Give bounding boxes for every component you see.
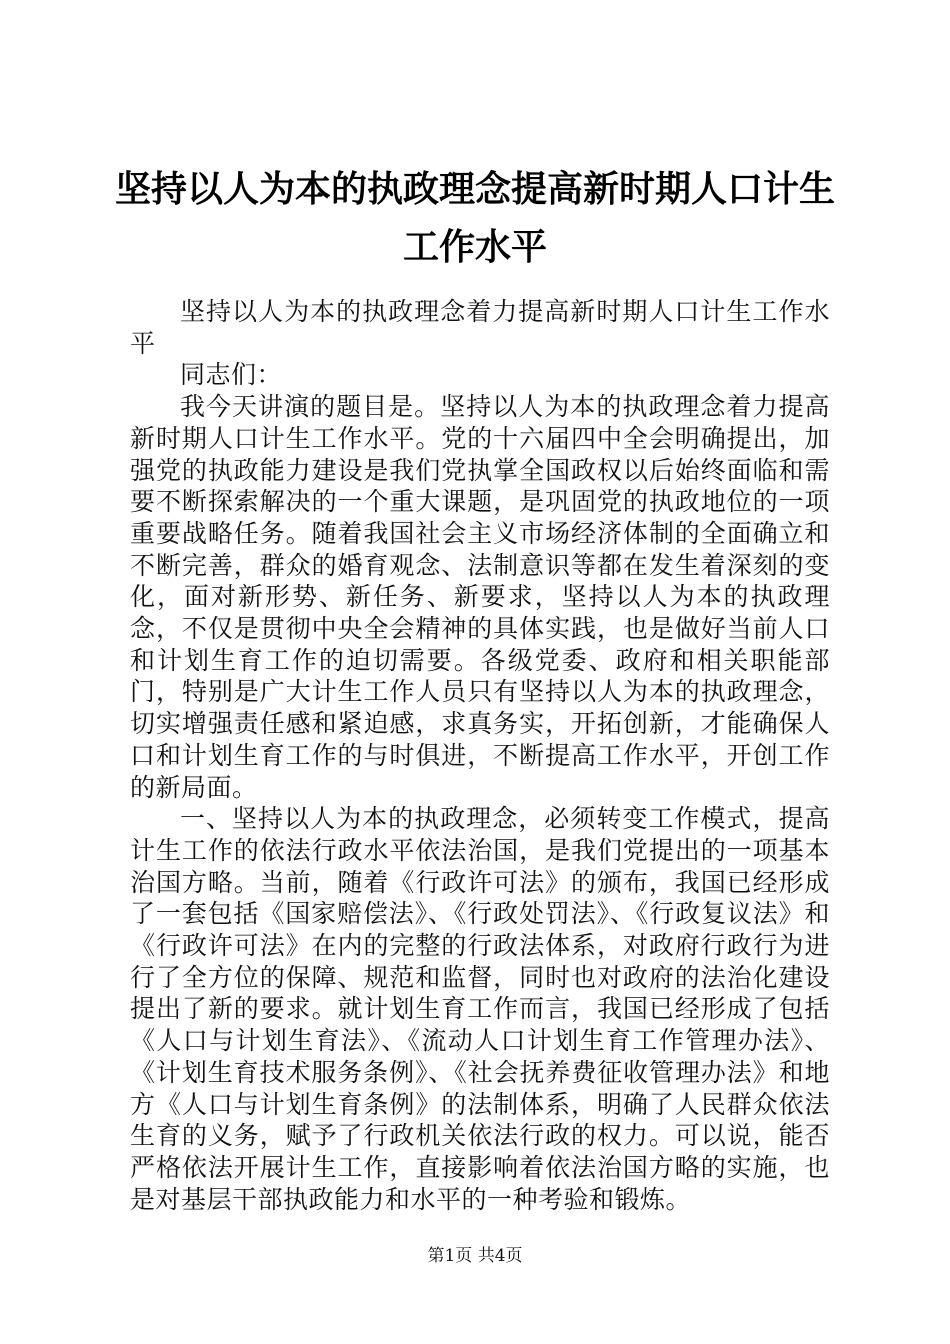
- document-title: 坚持以人为本的执政理念提高新时期人口计生工作水平: [114, 168, 835, 268]
- document-body: [130, 296, 830, 1215]
- page-footer: 第1页 共4页: [427, 1246, 523, 1266]
- subtitle-paragraph: 坚持以人为本的执政理念着力提高新时期人口计生工作水平: [130, 297, 830, 358]
- section-one-paragraph: 一、坚持以人为本的执政理念，必须转变工作模式，提高计生工作的依法行政水平依法治国，是我们党提出的一项基本治国方略。当前，随着《行政许可法》的颁布，我国已经形成了一套包括《国家赔偿法》、《行政处罚法》、《行政复议法》和《行政许可法》在内的完整的行政法体系，对政府行政行为进行了全方位的保障、规范和监督，同时也对政府的法治化建设提出了新的要求。就计划生育工作而言，我国已经形成了包括《人口与计划生育法》、《流动人口计划生育工作管理办法》、《计划生育技术服务条例》、《社会抚养费征收管理办法》和地方《人口与计划生育条例》的法制体系，明确了人民群众依法生育的义务，赋予了行政机关依法行政的权力。可以说，能否严格依法开展计生工作，直接影响着依法治国方略的实施，也是对基层干部执政能力和水平的一种考验和锻炼。: [130, 804, 830, 1214]
- salutation-paragraph: 同志们：: [180, 360, 283, 390]
- intro-paragraph: 我今天讲演的题目是。坚持以人为本的执政理念着力提高新时期人口计生工作水平。党的十六届四中全会明确提出，加强党的执政能力建设是我们党执掌全国政权以后始终面临和需要不断探索解决的一个重大课题，是巩固党的执政地位的一项重要战略任务。随着我国社会主义市场经济体制的全面确立和不断完善，群众的婚育观念、法制意识等都在发生着深刻的变化，面对新形势、新任务、新要求，坚持以人为本的执政理念，不仅是贯彻中央全会精神的具体实践，也是做好当前人口和计划生育工作的迫切需要。各级党委、政府和相关职能部门，特别是广大计生工作人员只有坚持以人为本的执政理念，切实增强责任感和紧迫感，求真务实，开拓创新，才能确保人口和计划生育工作的与时俱进，不断提高工作水平，开创工作的新局面。: [130, 392, 830, 802]
